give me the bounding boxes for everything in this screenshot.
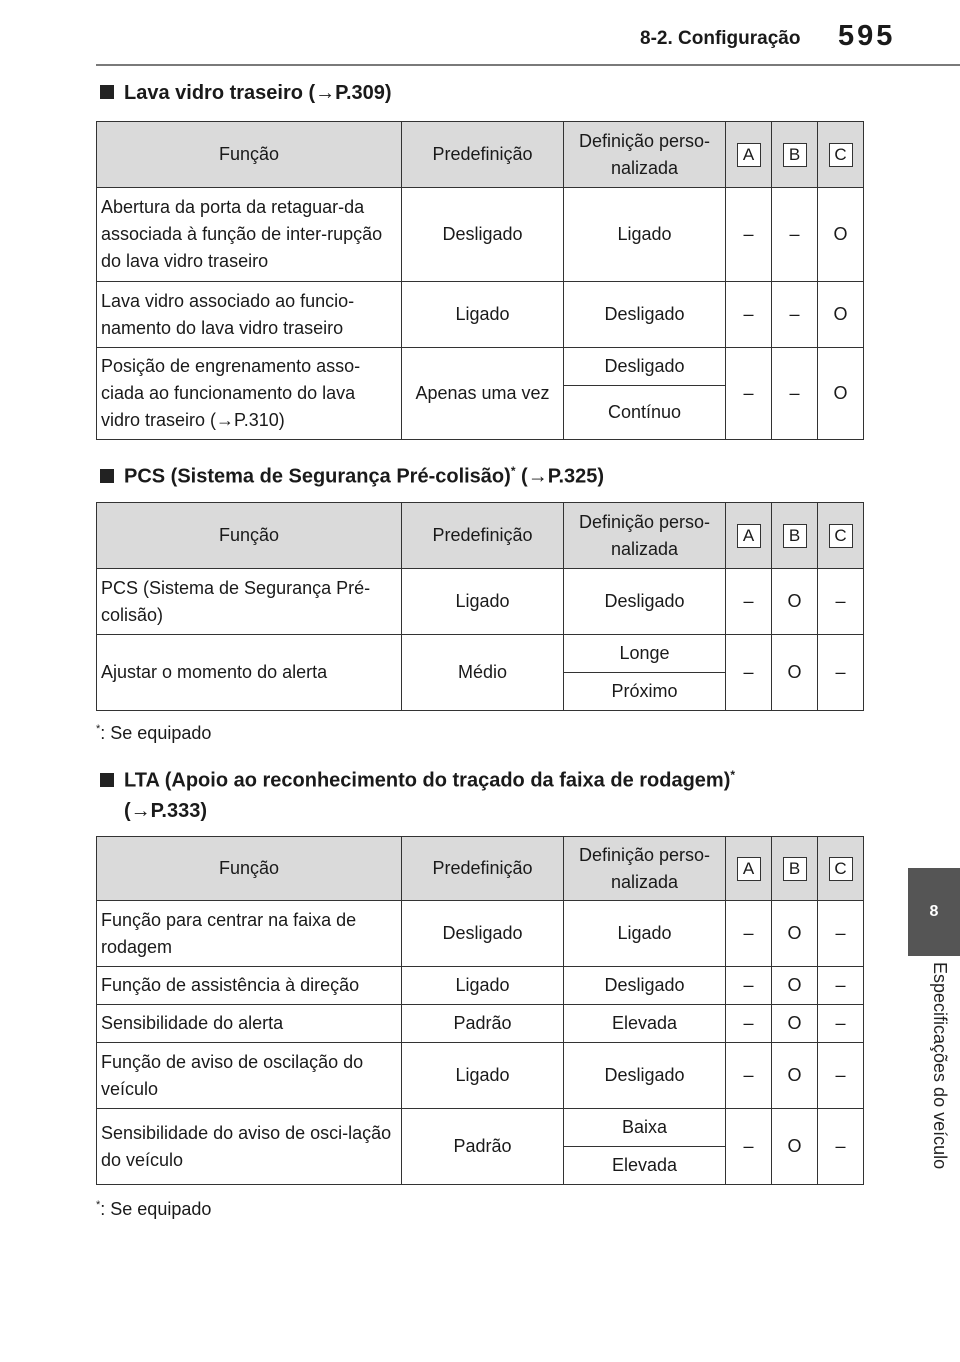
section-heading-3: LTA (Apoio ao reconhecimento do traçado da faixa de rodagem)* (→P.333) [100, 760, 735, 826]
col-b: B [772, 122, 818, 188]
col-a: A [726, 122, 772, 188]
section-heading-1: Lava vidro traseiro (→P.309) [100, 78, 392, 108]
footnote: *: Se equipado [96, 723, 212, 743]
chapter-label: Especificações do veículo [930, 962, 950, 1170]
table-row: PCS (Sistema de Segurança Pré-colisão) Ligado Desligado – O – [97, 569, 864, 635]
col-c: C [818, 122, 864, 188]
table-row: Função de aviso de oscilação do veículo Ligado Desligado – O – [97, 1043, 864, 1109]
header-divider [96, 64, 960, 66]
col-funcao: Função [97, 122, 402, 188]
col-definicao: Definição perso-nalizada [564, 122, 726, 188]
table-row: Posição de engrenamento asso-ciada ao funcionamento do lava vidro traseiro (→P.310) Apenas uma vez Desligado – – O [97, 348, 864, 386]
table-row: Sensibilidade do alerta Padrão Elevada – O – [97, 1005, 864, 1043]
table-header-row: Função Predefinição Definição perso-nalizada A B C [97, 503, 864, 569]
table-row: Sensibilidade do aviso de osci-lação do veículo Padrão Baixa – O – [97, 1109, 864, 1147]
section-title: 8-2. Configuração [640, 28, 801, 49]
square-bullet-icon [100, 469, 114, 483]
square-bullet-icon [100, 773, 114, 787]
table-row: Elevada [97, 1147, 864, 1185]
table-row: Função para centrar na faixa de rodagem Desligado Ligado – O – [97, 901, 864, 967]
table-header-row: Função Predefinição Definição perso-nalizada A B C [97, 837, 864, 901]
page-number: 595 [838, 20, 896, 52]
settings-table-1 [96, 121, 864, 440]
settings-table-2 [96, 502, 864, 711]
settings-table-3 [96, 836, 864, 1185]
col-predefinicao: Predefinição [402, 122, 564, 188]
table-row: Lava vidro associado ao funcio-namento do lava vidro traseiro Ligado Desligado – – O [97, 282, 864, 348]
table-header-row [97, 122, 864, 188]
section-heading-2: PCS (Sistema de Segurança Pré-colisão)* (→P.325) [100, 456, 604, 492]
footnote: *: Se equipado [96, 1199, 212, 1219]
table-row: Abertura da porta da retaguar-da associada à função de inter-rupção do lava vidro traseiro Desligado Ligado – – O [97, 188, 864, 282]
table-row: Contínuo [97, 386, 864, 440]
table-row: Ajustar o momento do alerta Médio Longe – O – [97, 635, 864, 673]
square-bullet-icon [100, 85, 114, 99]
table-row: Próximo [97, 673, 864, 711]
chapter-tab: 8 [908, 868, 960, 956]
table-row: Função de assistência à direção Ligado Desligado – O – [97, 967, 864, 1005]
